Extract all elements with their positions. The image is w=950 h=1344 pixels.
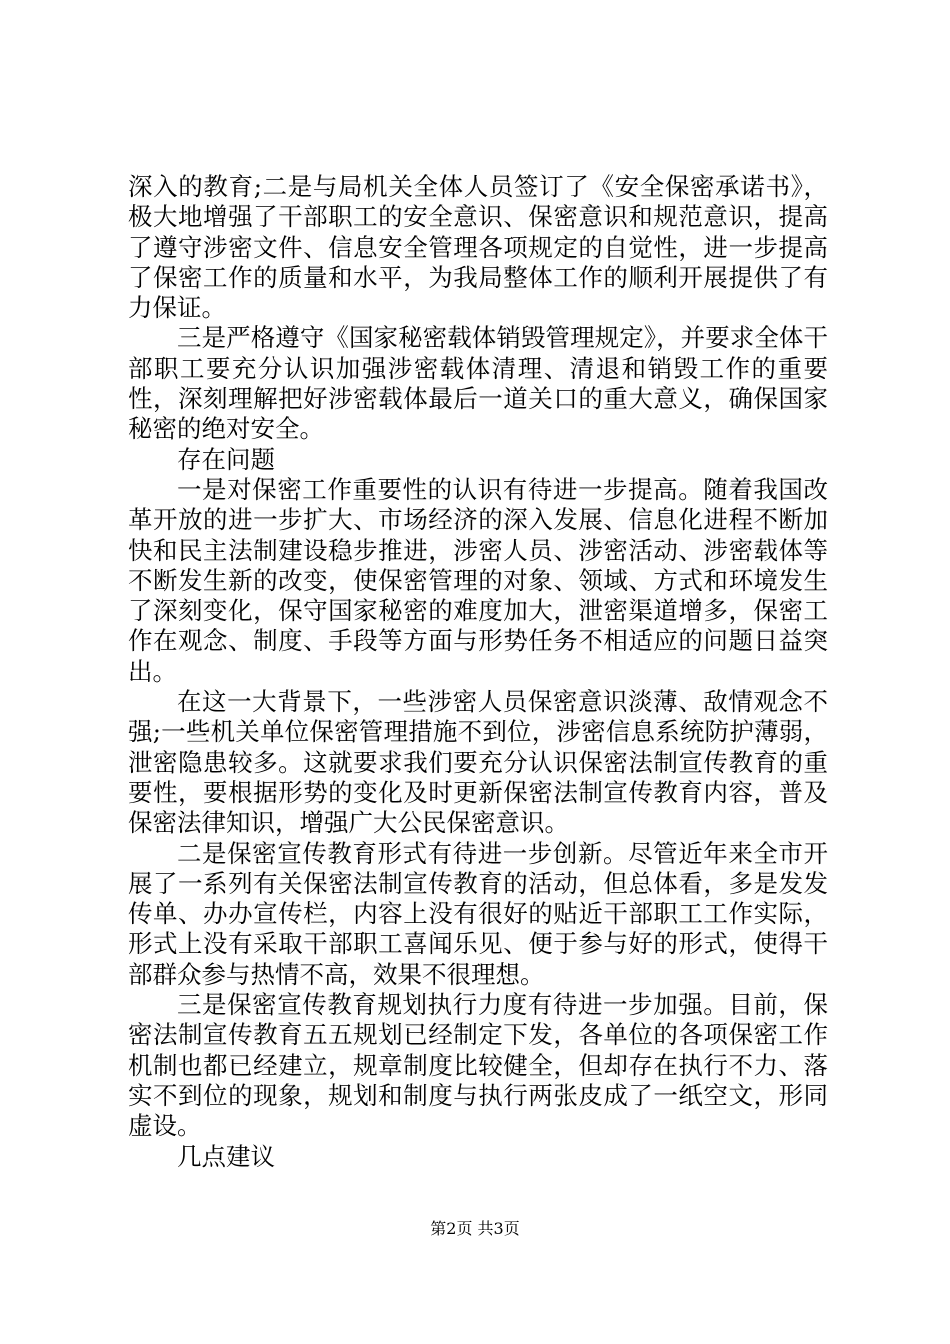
page-footer: 第2页 共3页 [430,1219,520,1238]
paragraph-item-three-secrecy-destruction: 三是严格遵守《国家秘密载体销毁管理规定》，并要求全体干部职工要充分认识加强涉密载体清理、清退和销毁工作的重要性，深刻理解把好涉密载体最后一道关口的重大意义，确保国家秘密的绝对安全。 [128,323,828,444]
document-body [128,172,828,1172]
paragraph-continuation: 深入的教育;二是与局机关全体人员签订了《安全保密承诺书》，极大地增强了干部职工的安全意识、保密意识和规范意识，提高了遵守涉密文件、信息安全管理各项规定的自觉性，进一步提高了保密工作的质量和水平，为我局整体工作的顺利开展提供了有力保证。 [128,172,828,323]
paragraph-problem-three: 三是保密宣传教育规划执行力度有待进一步加强。目前，保密法制宣传教育五五规划已经制定下发，各单位的各项保密工作机制也都已经建立，规章制度比较健全，但却存在执行不力、落实不到位的现象，规划和制度与执行两张皮成了一纸空文，形同虚设。 [128,990,828,1141]
section-heading-existing-problems: 存在问题 [177,444,275,474]
paragraph-problem-two: 二是保密宣传教育形式有待进一步创新。尽管近年来全市开展了一系列有关保密法制宣传教育的活动，但总体看，多是发发传单、办办宣传栏，内容上没有很好的贴近干部职工工作实际，形式上没有采取干部职工喜闻乐见、便于参与好的形式，使得干部群众参与热情不高，效果不很理想。 [128,838,828,989]
paragraph-problem-one: 一是对保密工作重要性的认识有待进一步提高。随着我国改革开放的进一步扩大、市场经济的深入发展、信息化进程不断加快和民主法制建设稳步推进，涉密人员、涉密活动、涉密载体等不断发生新的改变，使保密管理的对象、领域、方式和环境发生了深刻变化，保守国家秘密的难度加大，泄密渠道增多，保密工作在观念、制度、手段等方面与形势任务不相适应的问题日益突出。 [128,474,828,686]
paragraph-problem-one-context: 在这一大背景下，一些涉密人员保密意识淡薄、敌情观念不强;一些机关单位保密管理措施不到位，涉密信息系统防护薄弱，泄密隐患较多。这就要求我们要充分认识保密法制宣传教育的重要性，要根据形势的变化及时更新保密法制宣传教育内容，普及保密法律知识，增强广大公民保密意识。 [128,687,828,838]
section-heading-suggestions: 几点建议 [177,1141,275,1171]
